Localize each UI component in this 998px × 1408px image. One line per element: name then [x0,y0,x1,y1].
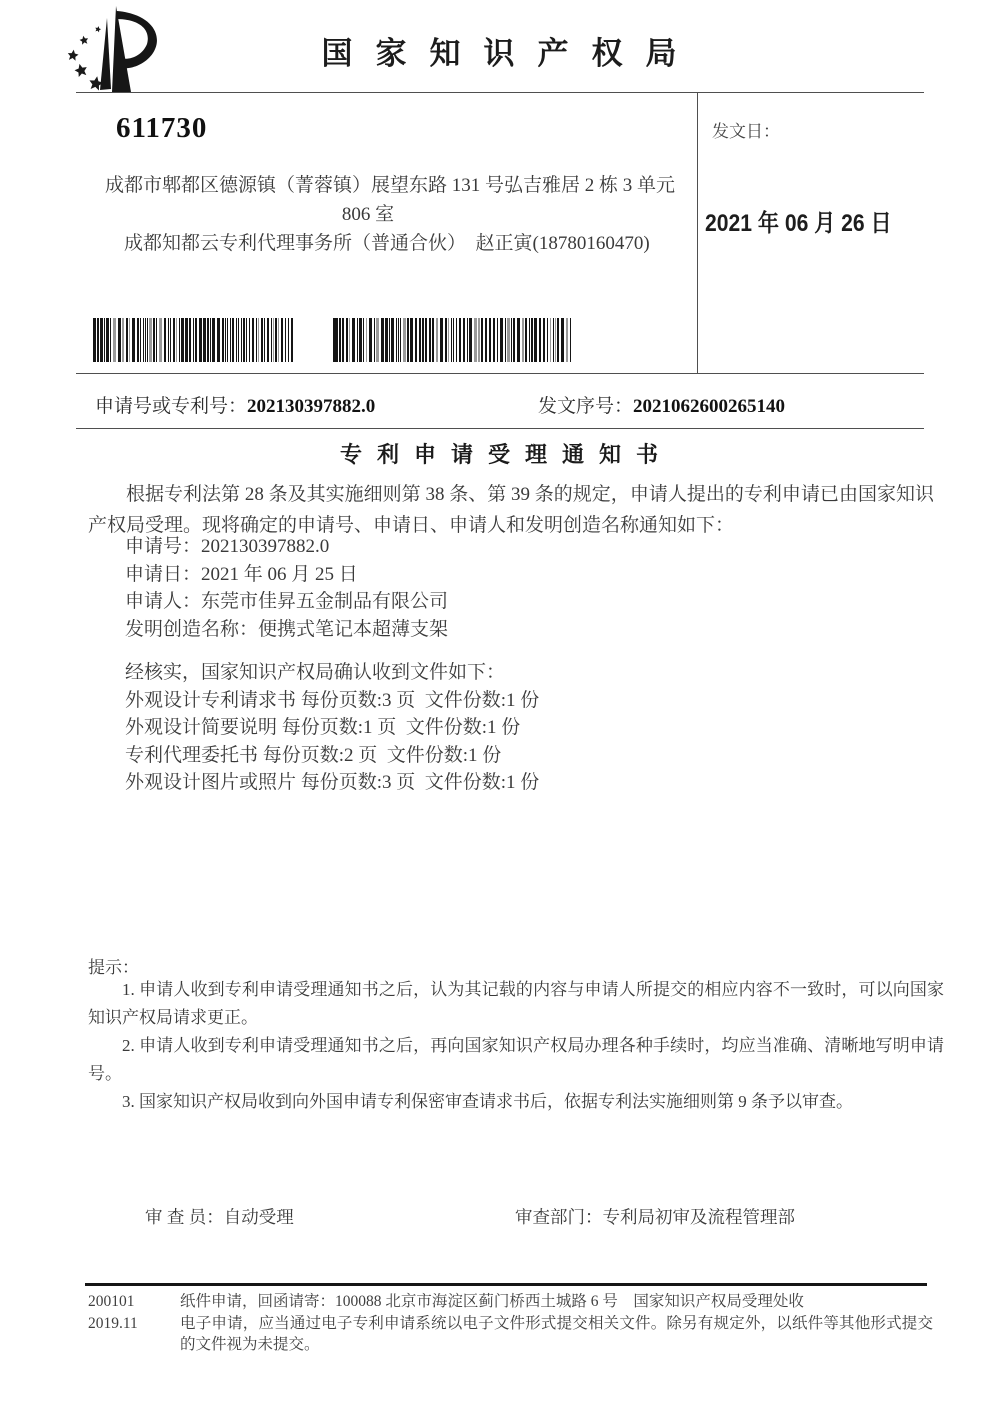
issue-date-value: 2021 年 06 月 26 日 [705,210,892,237]
recipient-address-line2: 806 室 [341,204,395,225]
application-number-label: 申请号或专利号： [95,396,248,417]
application-number-value: 202130397882.0 [247,396,376,417]
issue-box-left-border [697,92,698,373]
footer-row-electronic [88,1313,933,1356]
department-label: 审查部门： [515,1207,603,1227]
examiner-value: 自动受理 [223,1207,294,1227]
tip-item: 2. 申请人收到专利申请受理通知书之后，再向国家知识产权局办理各种手续时，均应当准确、清晰地写明申请号。 [88,1036,944,1083]
field-applicant: 申请人：东莞市佳昇五金制品有限公司 [125,591,449,612]
barcode [333,318,571,362]
received-item: 专利代理委托书 每份页数:2 页 文件份数:1 份 [125,744,502,766]
department-row [515,1204,795,1229]
examiner-row [145,1204,294,1229]
agency-title: 国家知识产权局 [321,36,700,71]
notice-title: 专利申请受理通知书 [339,442,673,467]
serial-number-value: 2021062600265140 [633,396,786,417]
examiner-label: 审 查 员： [145,1207,224,1227]
field-invention-title: 发明创造名称：便携式笔记本超薄支架 [125,618,449,640]
footer-paper-instruction: 纸件申请，回函请寄：100088 北京市海淀区蓟门桥西土城路 6 号 国家知识产权局受理处收 [180,1293,804,1310]
tips-list [88,976,944,1116]
footer-form-code: 200101 [88,1293,135,1310]
recipient-address-line1: 成都市郫都区德源镇（菁蓉镇）展望东路 131 号弘吉雅居 2 栋 3 单元 [105,175,676,196]
postal-code: 611730 [116,112,208,144]
issue-date-label: 发文日： [712,122,780,141]
header-divider [76,92,924,93]
tips-label: 提示： [88,958,139,977]
application-number-row [95,391,375,418]
serial-number-row [538,391,785,418]
footer [88,1291,933,1356]
received-documents [125,659,539,797]
footer-form-date: 2019.11 [88,1314,138,1332]
received-intro: 经核实，国家知识产权局确认收到文件如下： [125,662,506,683]
received-item: 外观设计图片或照片 每份页数:3 页 文件份数:1 份 [125,772,540,793]
barcode [93,318,293,362]
divider [76,428,924,429]
footer-row-paper [88,1291,933,1313]
tip-item: 3. 国家知识产权局收到向外国申请专利保密审查请求书后，依据专利法实施细则第 9 条予以审查。 [122,1092,853,1111]
notice-intro-paragraph: 根据专利法第 28 条及其实施细则第 38 条、第 39 条的规定，申请人提出的专利申请已由国家知识产权局受理。现将确定的申请号、申请日、申请人和发明创造名称通知如下： [88,484,934,536]
field-application-number: 申请号：202130397882.0 [125,536,330,557]
field-filing-date: 申请日：2021 年 06 月 25 日 [125,563,358,585]
received-item: 外观设计简要说明 每份页数:1 页 文件份数:1 份 [125,717,521,738]
department-value: 专利局初审及流程管理部 [602,1207,795,1227]
footer-divider [85,1283,927,1286]
divider [76,373,924,374]
serial-number-label: 发文序号： [538,396,634,417]
application-fields [125,533,448,643]
recipient-agency-line: 成都知都云专利代理事务所（普通合伙） 赵正寅(18780160470) [124,233,650,254]
footer-electronic-instruction: 电子申请，应当通过电子专利申请系统以电子文件形式提交相关文件。除另有规定外，以纸件等其他形式提交的文件视为未提交。 [180,1314,933,1353]
tip-item: 1. 申请人收到专利申请受理通知书之后，认为其记载的内容与申请人所提交的相应内容不一致时，可以向国家知识产权局请求更正。 [88,980,944,1027]
received-item: 外观设计专利请求书 每份页数:3 页 文件份数:1 份 [125,689,540,711]
